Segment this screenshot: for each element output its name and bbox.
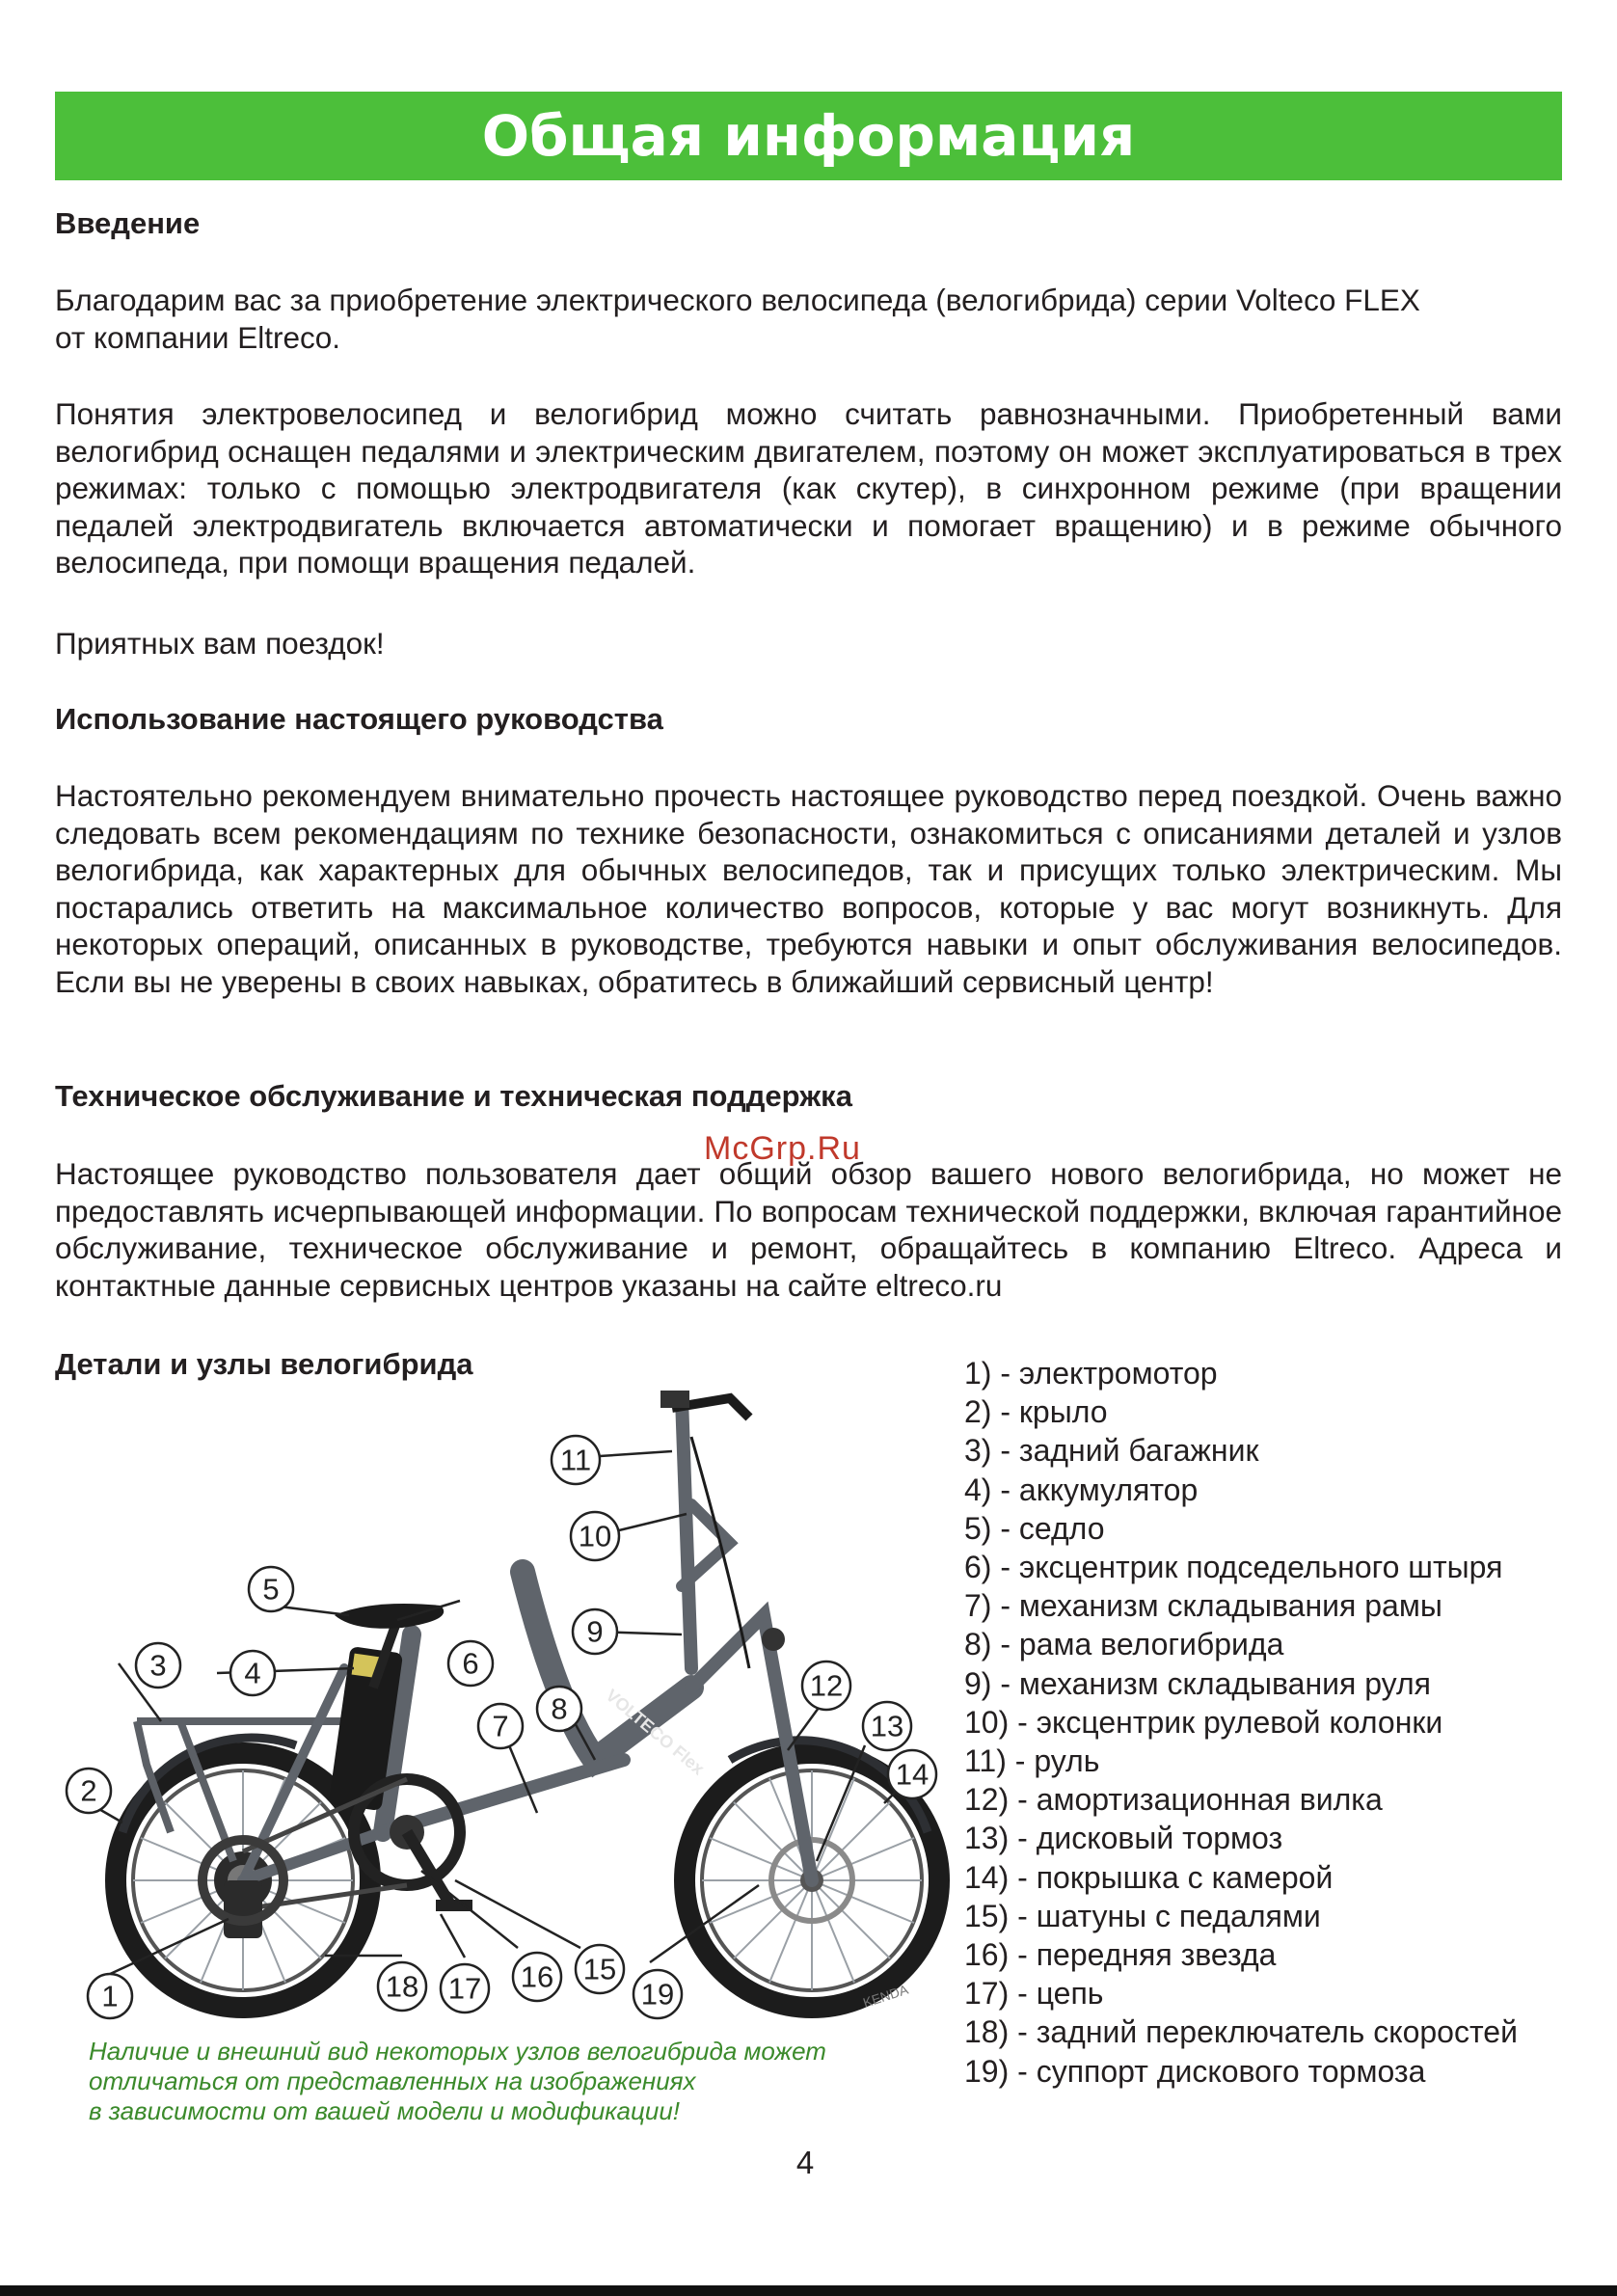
list-item: 9) - механизм складывания руля	[964, 1665, 1431, 1701]
note-line-1: Наличие и внешний вид некоторых узлов велогибрида может	[89, 2037, 826, 2066]
list-item: 7) - механизм складывания рамы	[964, 1588, 1442, 1624]
bike-diagram	[55, 1379, 971, 2035]
intro-paragraph-2: Понятия электровелосипед и велогибрид можно считать равнозначными. Приобретенный вами велогибрид оснащен педалями и электрическим двигателем, поэтому он может эксплуатироваться в трех режимах: только с помощью электродвигателя (как скутер), в синхронном режиме (при вращении педалей электродвигатель включается автоматически и помогает вращению) и в режиме обычного велосипеда, при помощи вращения педалей.	[55, 396, 1562, 580]
manual-heading: Использование настоящего руководства	[55, 702, 663, 736]
page-title-banner: Общая информация	[55, 92, 1562, 180]
svg-text:11: 11	[559, 1443, 592, 1477]
list-item: 10) - эксцентрик рулевой колонки	[964, 1704, 1443, 1740]
intro-paragraph-1	[55, 282, 1562, 356]
callout-11	[552, 1436, 600, 1484]
callout-15	[576, 1945, 624, 1993]
pedal	[436, 1900, 472, 1911]
callout-17	[441, 1964, 489, 2012]
svg-text:3: 3	[149, 1648, 167, 1683]
list-item: 19) - суппорт дискового тормоза	[964, 2053, 1426, 2089]
saddle	[335, 1604, 444, 1629]
callout-12	[802, 1661, 850, 1710]
svg-text:9: 9	[586, 1614, 604, 1649]
svg-text:12: 12	[809, 1668, 844, 1703]
callout-2	[67, 1769, 111, 1813]
intro-p1-line-1: Благодарим вас за приобретение электрического велосипеда (велогибрида) серии Volteco FLEX	[55, 283, 1420, 317]
list-item: 1) - электромотор	[964, 1356, 1218, 1391]
note-line-3: в зависимости от вашей модели и модификации!	[89, 2096, 681, 2125]
headlight	[762, 1628, 785, 1651]
parts-heading: Детали и узлы велогибрида	[55, 1347, 473, 1381]
list-item: 15) - шатуны с педалями	[964, 1898, 1321, 1933]
svg-text:13: 13	[870, 1709, 904, 1743]
callout-14	[888, 1750, 936, 1798]
callout-9	[573, 1609, 617, 1654]
list-item: 14) - покрышка с камерой	[964, 1859, 1334, 1895]
callout-4	[230, 1651, 275, 1695]
callout-18	[378, 1962, 426, 2011]
svg-text:18: 18	[385, 1969, 419, 2004]
service-heading: Техническое обслуживание и техническая поддержка	[55, 1079, 852, 1113]
page-bottom-border	[0, 2285, 1617, 2296]
handlebar-display	[660, 1391, 689, 1408]
svg-text:7: 7	[492, 1709, 509, 1743]
callout-7	[478, 1704, 523, 1748]
intro-p1-line-2: от компании Eltreco.	[55, 319, 341, 355]
callout-13	[863, 1702, 911, 1750]
callout-10	[571, 1512, 619, 1560]
list-item: 6) - эксцентрик подседельного штыря	[964, 1550, 1503, 1585]
intro-paragraph-3: Приятных вам поездок!	[55, 626, 385, 661]
list-item: 18) - задний переключатель скоростей	[964, 2014, 1518, 2050]
svg-text:1: 1	[101, 1979, 119, 2013]
list-item: 5) - седло	[964, 1510, 1105, 1546]
svg-text:19: 19	[640, 1977, 675, 2012]
watermark: McGrp.Ru	[704, 1130, 861, 1167]
svg-text:15: 15	[582, 1952, 617, 1986]
svg-text:2: 2	[80, 1773, 97, 1808]
tire-brand-text: KENDA	[860, 1981, 910, 2011]
svg-text:10: 10	[578, 1519, 612, 1553]
svg-text:17: 17	[447, 1971, 482, 2006]
callout-8	[537, 1687, 581, 1731]
list-item: 8) - рама велогибрида	[964, 1627, 1284, 1662]
list-item: 13) - дисковый тормоз	[964, 1821, 1283, 1856]
list-item: 16) - передняя звезда	[964, 1937, 1277, 1973]
frame-brand-text: VOLTECO Flex	[602, 1685, 709, 1779]
parts-note	[89, 2037, 918, 2126]
service-paragraph: Настоящее руководство пользователя дает общий обзор вашего нового велогибрида, но может не предоставлять исчерпывающей информации. По вопросам технической поддержки, включая гарантийное обслуживание, техническое обслуживание и ремонт, обращайтесь в компанию Eltreco. Адреса и контактные данные сервисных центров указаны на сайте eltreco.ru	[55, 1156, 1562, 1303]
parts-list	[964, 1354, 1518, 2091]
list-item: 4) - аккумулятор	[964, 1472, 1199, 1507]
svg-text:4: 4	[244, 1656, 261, 1690]
callout-6	[448, 1641, 493, 1686]
list-item: 11) - руль	[964, 1743, 1100, 1779]
list-item: 3) - задний багажник	[964, 1433, 1259, 1469]
svg-text:14: 14	[895, 1757, 930, 1792]
page-number: 4	[795, 2145, 815, 2180]
list-item: 12) - амортизационная вилка	[964, 1782, 1383, 1818]
callout-16	[513, 1953, 561, 2001]
svg-text:6: 6	[462, 1646, 479, 1681]
svg-text:5: 5	[262, 1572, 280, 1607]
callout-3	[136, 1643, 180, 1688]
callout-19	[633, 1970, 682, 2018]
rear-derailleur	[224, 1880, 262, 1938]
list-item: 17) - цепь	[964, 1976, 1104, 2012]
callout-5	[249, 1567, 293, 1611]
manual-paragraph: Настоятельно рекомендуем внимательно прочесть настоящее руководство перед поездкой. Очень важно следовать всем рекомендациям по технике безопасности, ознакомиться с описаниями деталей и узлов велогибрида, как характерных для обычных велосипедов, так и присущих только электрическим. Мы постарались ответить на максимальное количество вопросов, которые у вас могут возникнуть. Для некоторых операций, описанных в руководстве, требуются навыки и опыт обслуживания велосипедов. Если вы не уверены в своих навыках, обратитесь в ближайший сервисный центр!	[55, 778, 1562, 999]
note-line-2: отличаться от представленных на изображениях	[89, 2066, 696, 2095]
bike-frame	[243, 1398, 812, 1880]
svg-text:8: 8	[551, 1691, 568, 1726]
callout-1	[88, 1974, 132, 2018]
intro-heading: Введение	[55, 206, 201, 240]
list-item: 2) - крыло	[964, 1394, 1108, 1430]
svg-text:16: 16	[520, 1959, 554, 1994]
